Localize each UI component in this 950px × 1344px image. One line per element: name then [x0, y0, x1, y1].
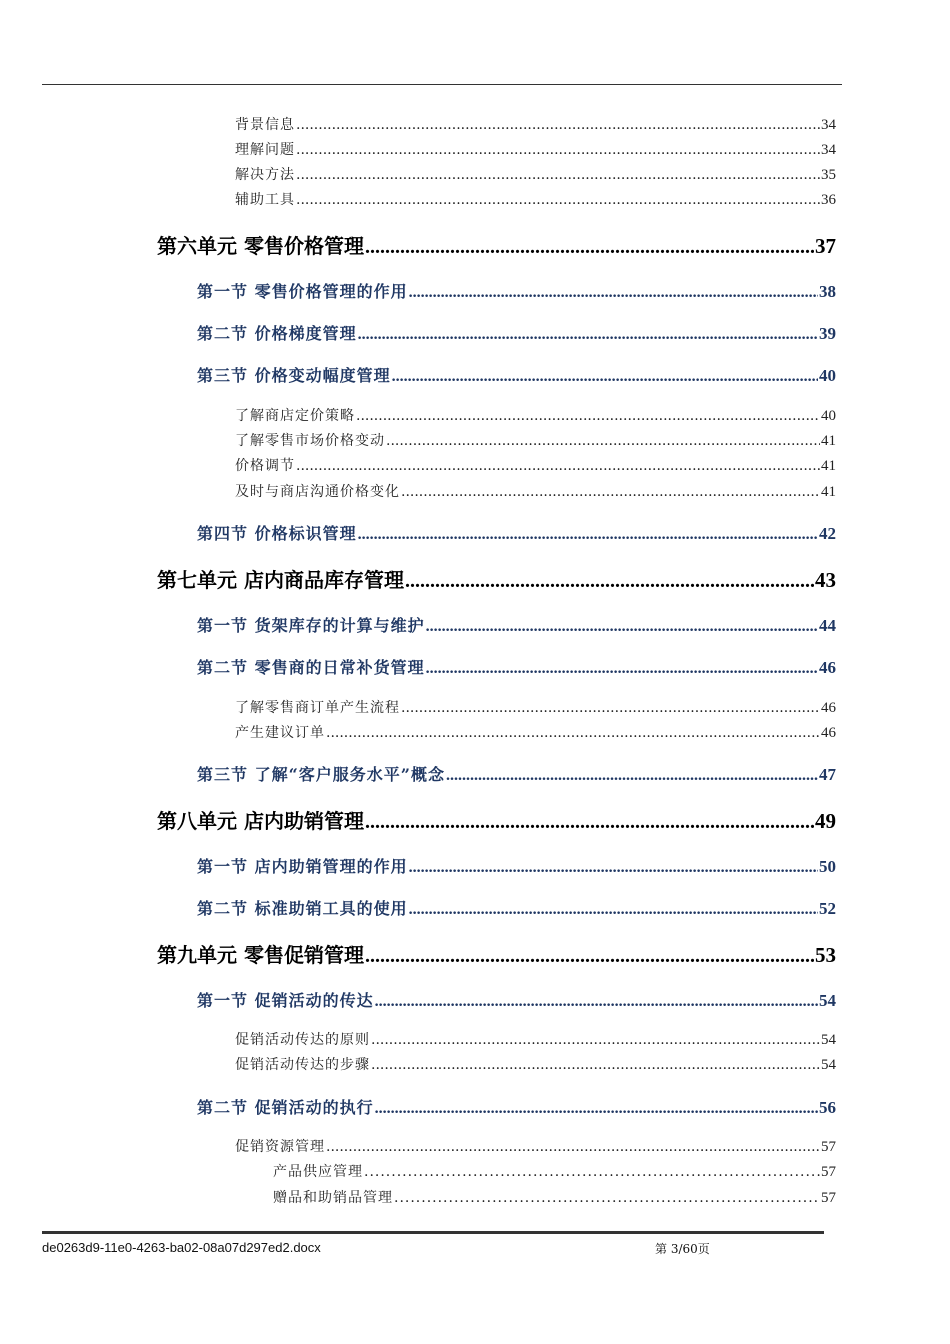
- toc-leader-dots: [358, 326, 818, 344]
- toc-entry-label: 第六单元 零售价格管理: [157, 234, 364, 258]
- toc-section[interactable]: [197, 896, 836, 919]
- toc-entry-label: 理解问题: [235, 142, 295, 158]
- toc-leader-dots: [405, 570, 814, 593]
- toc-leader-dots: [375, 1100, 818, 1118]
- toc-entry-label: 第四节 价格标识管理: [197, 524, 357, 543]
- toc-entry-page: 57: [821, 1164, 836, 1180]
- toc-entry-label: 第七单元 店内商品库存管理: [157, 568, 404, 592]
- toc-section[interactable]: [197, 988, 836, 1011]
- toc-entry-page: 41: [821, 458, 836, 474]
- toc-entry-page: 52: [819, 899, 836, 918]
- toc-leader-dots: [296, 142, 820, 158]
- toc-entry-label: 第二节 价格梯度管理: [197, 324, 357, 343]
- toc-entry-page: 41: [821, 484, 836, 500]
- toc-entry-page: 56: [819, 1098, 836, 1117]
- toc-entry[interactable]: [235, 481, 836, 501]
- toc-leader-dots: [426, 618, 818, 636]
- toc-leader-dots: [409, 901, 818, 919]
- toc-entry-page: 46: [821, 725, 836, 741]
- toc-entry-page: 50: [819, 857, 836, 876]
- toc-leader-dots: [365, 811, 814, 834]
- toc-entry-page: 37: [815, 234, 836, 258]
- toc-entry[interactable]: [235, 189, 836, 209]
- toc-entry[interactable]: [235, 722, 836, 742]
- toc-leader-dots: [401, 484, 820, 500]
- toc-entry-label: 了解零售市场价格变动: [235, 433, 385, 449]
- toc-unit[interactable]: [157, 564, 836, 593]
- toc-leader-dots: [365, 945, 814, 968]
- toc-entry-page: 35: [821, 167, 836, 183]
- toc-entry[interactable]: [235, 1136, 836, 1156]
- footer-rule: [42, 1231, 824, 1234]
- toc-entry-label: 第二节 标准助销工具的使用: [197, 899, 408, 918]
- toc-entry[interactable]: [235, 1054, 836, 1074]
- toc-entry-page: 41: [821, 433, 836, 449]
- toc-entry-page: 57: [821, 1190, 836, 1206]
- toc-entry[interactable]: [235, 139, 836, 159]
- toc-entry-label: 第二节 零售商的日常补货管理: [197, 658, 425, 677]
- toc-entry-page: 34: [821, 142, 836, 158]
- toc-entry-label: 第九单元 零售促销管理: [157, 943, 364, 967]
- footer-filename: de0263d9-11e0-4263-ba02-08a07d297ed2.docx: [42, 1240, 321, 1255]
- toc-entry-label: 背景信息: [235, 117, 295, 133]
- toc-leader-dots: [386, 433, 820, 449]
- toc-entry-label: 第一节 促销活动的传达: [197, 991, 374, 1010]
- toc-leader-dots: [371, 1032, 820, 1048]
- toc-unit[interactable]: [157, 805, 836, 834]
- toc-entry-label: 辅助工具: [235, 192, 295, 208]
- toc-section[interactable]: [197, 279, 836, 302]
- toc-leader-dots: [358, 526, 818, 544]
- toc-leader-dots: [392, 368, 818, 386]
- toc-section[interactable]: [197, 613, 836, 636]
- toc-entry[interactable]: [235, 697, 836, 717]
- toc-leader-dots: [296, 192, 820, 208]
- toc-leader-dots: [365, 236, 814, 259]
- toc-entry-page: 46: [821, 700, 836, 716]
- toc-leader-dots: [356, 408, 820, 424]
- toc-leader-dots: [446, 767, 818, 785]
- toc-entry-label: 产生建议订单: [235, 725, 325, 741]
- toc-entry-page: 36: [821, 192, 836, 208]
- toc-entry-page: 43: [815, 568, 836, 592]
- toc-entry-page: 54: [819, 991, 836, 1010]
- toc-entry-label: 产品供应管理: [273, 1164, 363, 1180]
- toc-leader-dots: [371, 1057, 820, 1073]
- toc-leader-dots: [296, 167, 820, 183]
- toc-entry[interactable]: [235, 455, 836, 475]
- toc-leader-dots: [409, 284, 818, 302]
- toc-entry-label: 了解商店定价策略: [235, 408, 355, 424]
- toc-leader-dots: [326, 1139, 820, 1155]
- toc-section[interactable]: [197, 854, 836, 877]
- toc-section[interactable]: [197, 521, 836, 544]
- toc-entry-page: 40: [821, 408, 836, 424]
- toc-leader-dots: [426, 660, 818, 678]
- toc-entry[interactable]: [235, 430, 836, 450]
- toc-leader-dots: [409, 859, 818, 877]
- toc-section[interactable]: [197, 655, 836, 678]
- toc-entry-page: 49: [815, 809, 836, 833]
- toc-leader-dots: [375, 993, 818, 1011]
- toc-entry-page: 57: [821, 1139, 836, 1155]
- toc-entry-page: 53: [815, 943, 836, 967]
- toc-entry-page: 40: [819, 366, 836, 385]
- toc-entry-label: 第二节 促销活动的执行: [197, 1098, 374, 1117]
- toc-section[interactable]: [197, 762, 836, 785]
- toc-unit[interactable]: [157, 230, 836, 259]
- toc-entry-page: 34: [821, 117, 836, 133]
- toc-entry-label: 促销活动传达的原则: [235, 1032, 370, 1048]
- toc-leader-dots: [326, 725, 820, 741]
- toc-leader-dots: [364, 1164, 820, 1180]
- toc-entry-label: 了解零售商订单产生流程: [235, 700, 400, 716]
- toc-entry-label: 价格调节: [235, 458, 295, 474]
- toc-entry[interactable]: [235, 405, 836, 425]
- toc-entry-label: 促销活动传达的步骤: [235, 1057, 370, 1073]
- toc-leader-dots: [296, 117, 820, 133]
- toc-leader-dots: [296, 458, 820, 474]
- toc-section[interactable]: [197, 1095, 836, 1118]
- toc-entry[interactable]: [273, 1161, 836, 1181]
- toc-entry-label: 赠品和助销品管理: [273, 1190, 393, 1206]
- toc-unit[interactable]: [157, 939, 836, 968]
- toc-entry-label: 第一节 零售价格管理的作用: [197, 282, 408, 301]
- toc-entry-page: 44: [819, 616, 836, 635]
- toc-entry-page: 54: [821, 1032, 836, 1048]
- toc-entry-label: 第三节 价格变动幅度管理: [197, 366, 391, 385]
- toc-entry-page: 38: [819, 282, 836, 301]
- toc-entry[interactable]: [235, 114, 836, 134]
- toc-entry-label: 第一节 货架库存的计算与维护: [197, 616, 425, 635]
- toc-entry-page: 47: [819, 765, 836, 784]
- toc-entry[interactable]: [235, 1029, 836, 1049]
- toc-leader-dots: [394, 1190, 820, 1206]
- toc-section[interactable]: [197, 363, 836, 386]
- toc-entry-page: 42: [819, 524, 836, 543]
- footer-page-number: 第 3/60页: [655, 1242, 710, 1256]
- toc-leader-dots: [401, 700, 820, 716]
- toc-section[interactable]: [197, 321, 836, 344]
- toc-entry-label: 解决方法: [235, 167, 295, 183]
- toc-entry-page: 46: [819, 658, 836, 677]
- toc-entry-page: 54: [821, 1057, 836, 1073]
- toc-entry-label: 第三节 了解“客户服务水平”概念: [197, 765, 445, 784]
- toc-entry-label: 第一节 店内助销管理的作用: [197, 857, 408, 876]
- toc-entry-page: 39: [819, 324, 836, 343]
- toc-entry[interactable]: [273, 1187, 836, 1207]
- toc-entry[interactable]: [235, 164, 836, 184]
- toc-entry-label: 第八单元 店内助销管理: [157, 809, 364, 833]
- toc-entry-label: 及时与商店沟通价格变化: [235, 484, 400, 500]
- toc-entry-label: 促销资源管理: [235, 1139, 325, 1155]
